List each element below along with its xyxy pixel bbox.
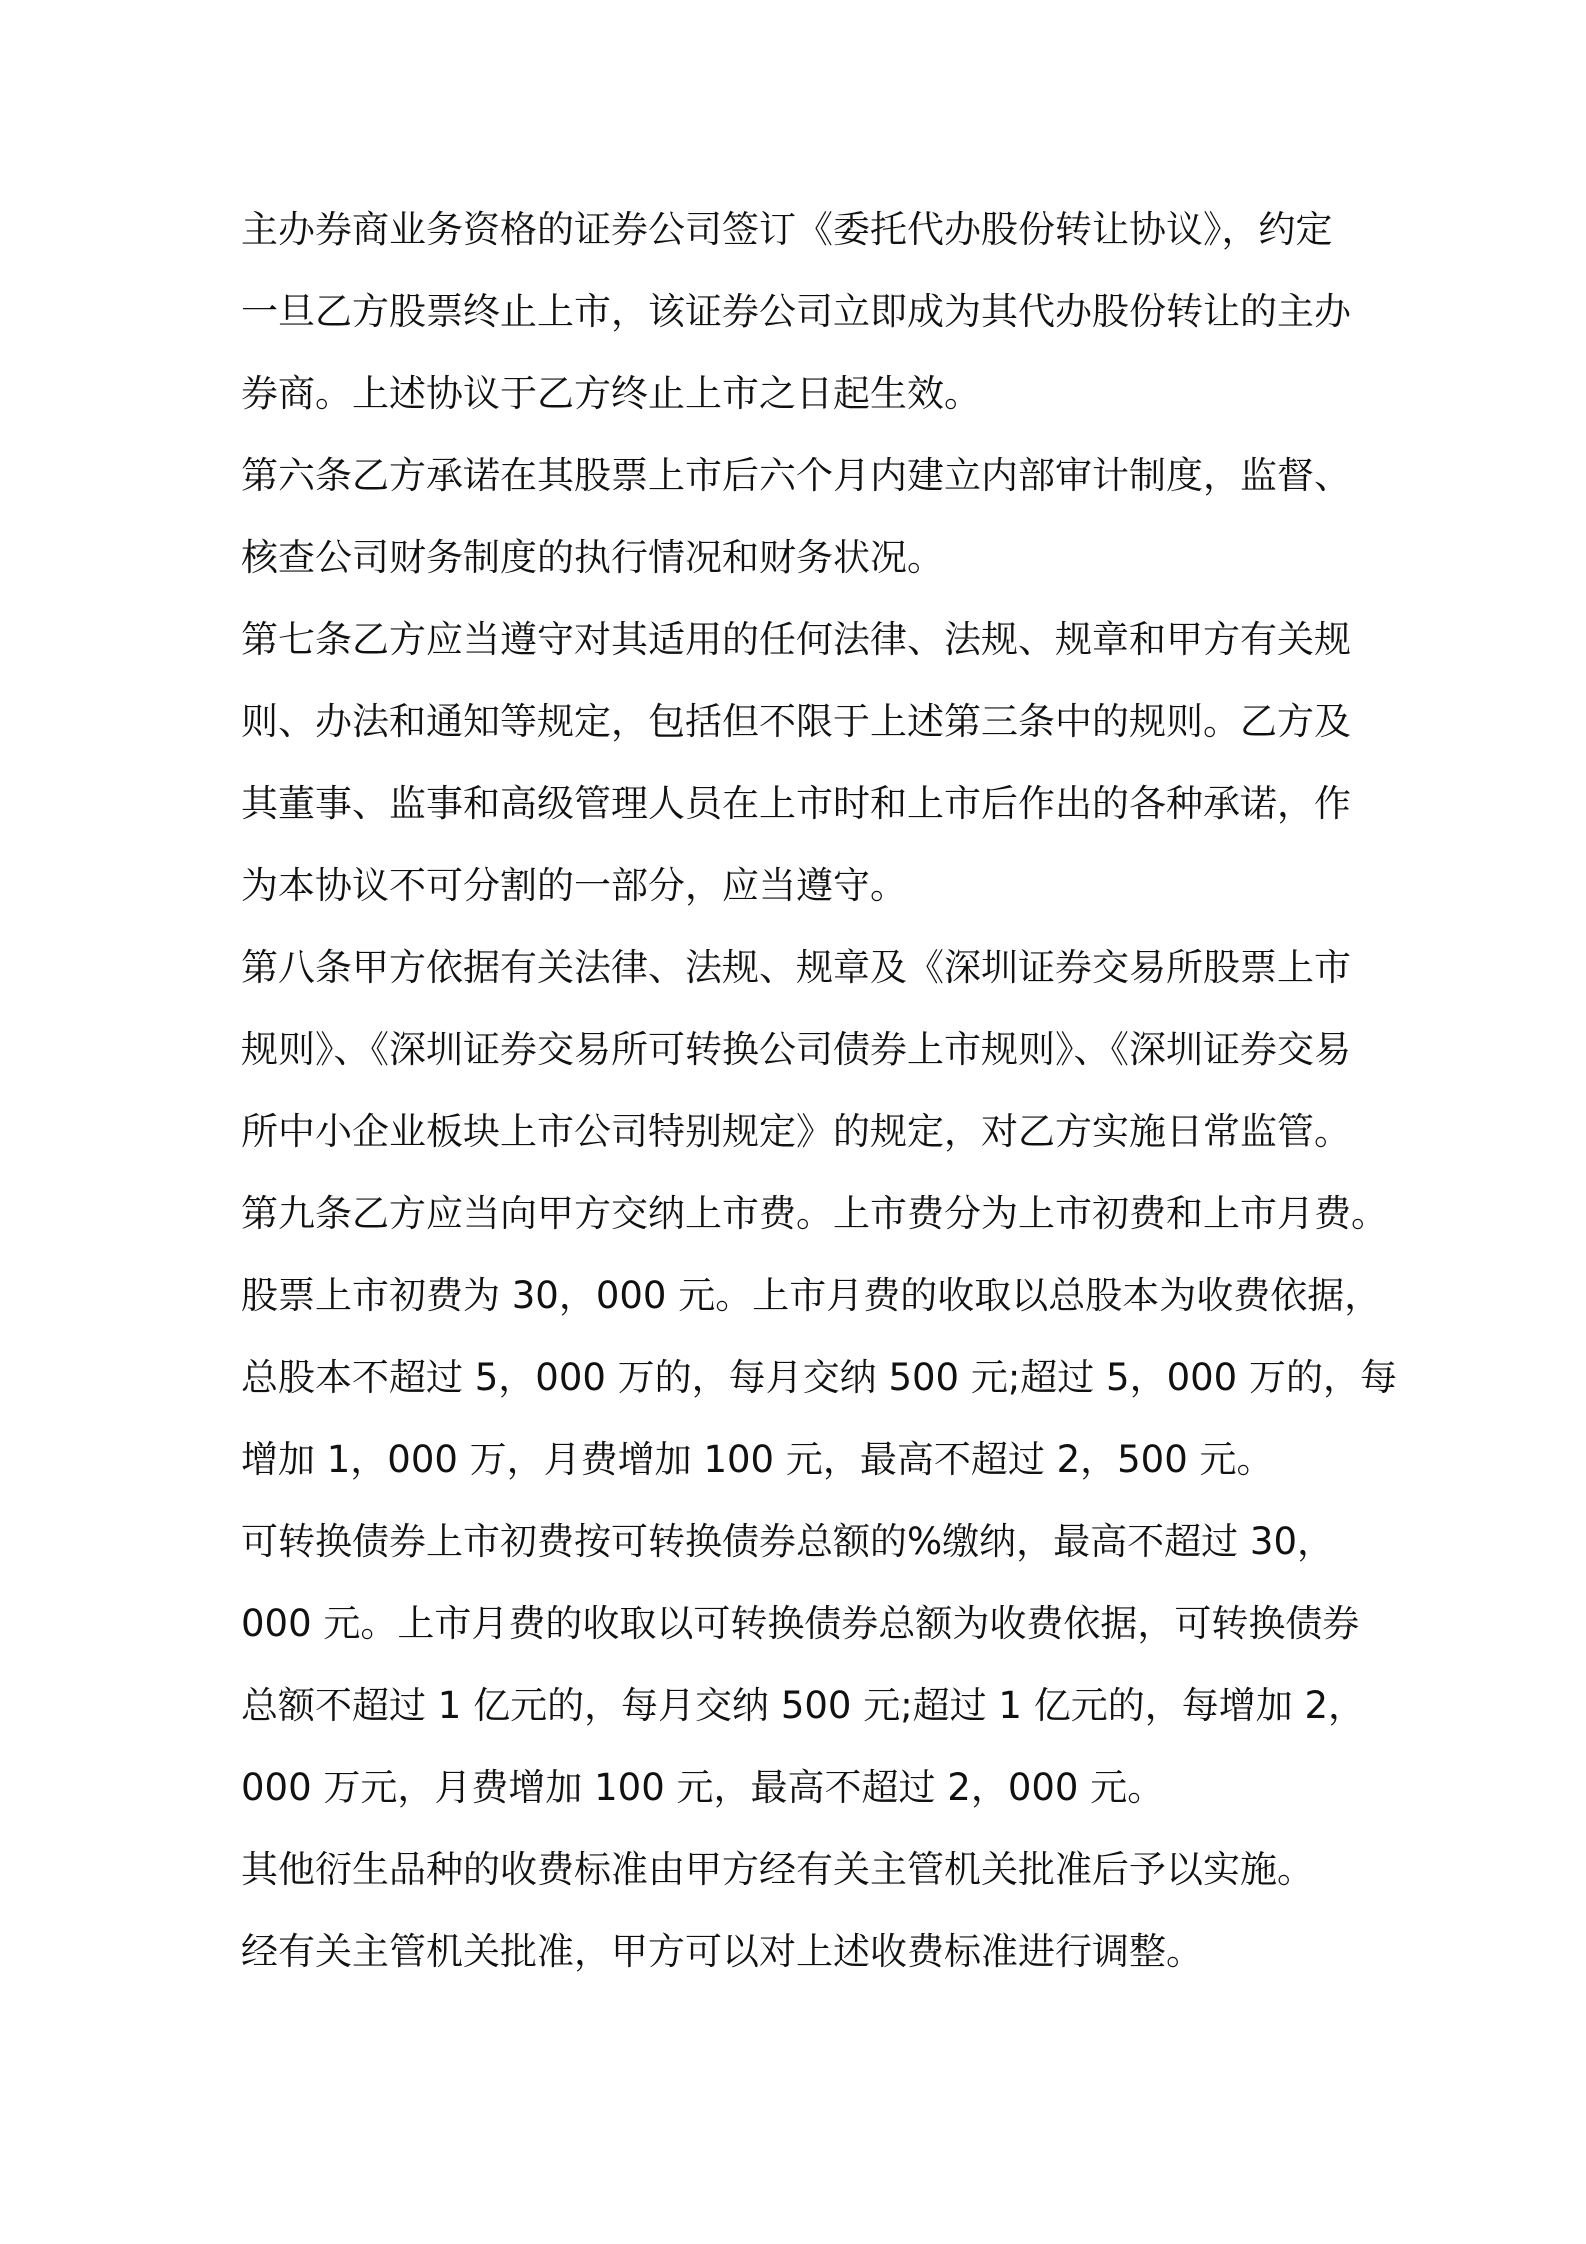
- text-line: 主办券商业务资格的证券公司签订《委托代办股份转让协议》，约定: [241, 208, 1333, 251]
- text-line: 总股本不超过 5，000 万的，每月交纳 500 元;超过 5，000 万的，每: [241, 1356, 1397, 1399]
- text-line: 增加 1，000 万，月费增加 100 元，最高不超过 2，500 元。: [241, 1438, 1274, 1481]
- text-line: 000 元。上市月费的收取以可转换债券总额为收费依据，可转换债券: [241, 1602, 1360, 1645]
- text-line: 可转换债券上市初费按可转换债券总额的%缴纳，最高不超过 30，: [241, 1520, 1334, 1563]
- text-line: 核查公司财务制度的执行情况和财务状况。: [241, 536, 944, 579]
- text-line: 为本协议不可分割的一部分，应当遵守。: [241, 864, 907, 907]
- text-line: 所中小企业板块上市公司特别规定》的规定，对乙方实施日常监管。: [241, 1110, 1351, 1153]
- text-line: 总额不超过 1 亿元的，每月交纳 500 元;超过 1 亿元的，每增加 2，: [241, 1684, 1366, 1727]
- text-line: 第七条乙方应当遵守对其适用的任何法律、法规、规章和甲方有关规: [241, 618, 1351, 661]
- text-line: 第九条乙方应当向甲方交纳上市费。上市费分为上市初费和上市月费。: [241, 1192, 1388, 1235]
- text-line: 其董事、监事和高级管理人员在上市时和上市后作出的各种承诺，作: [241, 782, 1351, 825]
- text-line: 股票上市初费为 30，000 元。上市月费的收取以总股本为收费依据，: [241, 1274, 1382, 1317]
- text-line: 经有关主管机关批准，甲方可以对上述收费标准进行调整。: [241, 1930, 1203, 1973]
- text-line: 其他衍生品种的收费标准由甲方经有关主管机关批准后予以实施。: [241, 1848, 1314, 1891]
- text-line: 则、办法和通知等规定，包括但不限于上述第三条中的规则。乙方及: [241, 700, 1351, 743]
- text-line: 第六条乙方承诺在其股票上市后六个月内建立内部审计制度，监督、: [241, 454, 1351, 497]
- text-line: 券商。上述协议于乙方终止上市之日起生效。: [241, 372, 981, 415]
- text-line: 一旦乙方股票终止上市，该证券公司立即成为其代办股份转让的主办: [241, 290, 1351, 333]
- text-line: 000 万元，月费增加 100 元，最高不超过 2，000 元。: [241, 1766, 1165, 1809]
- text-line: 第八条甲方依据有关法律、法规、规章及《深圳证券交易所股票上市: [241, 946, 1351, 989]
- text-line: 规则》、《深圳证券交易所可转换公司债券上市规则》、《深圳证券交易: [241, 1028, 1351, 1071]
